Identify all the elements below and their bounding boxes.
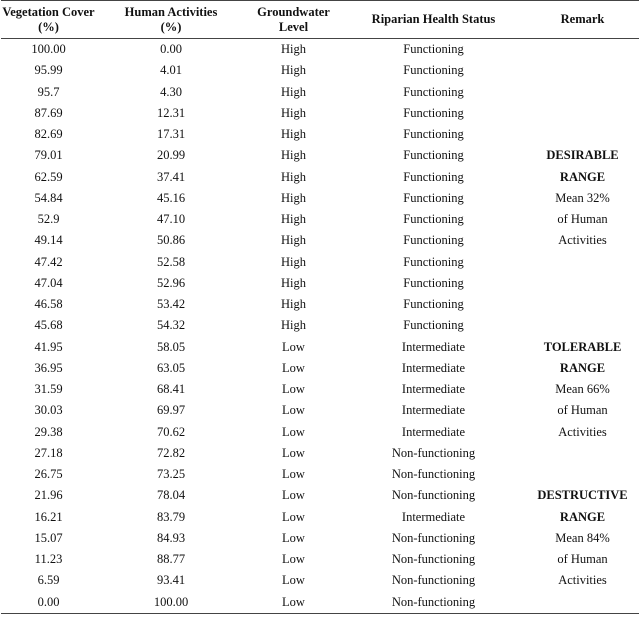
table-row — [1, 82, 639, 103]
cell-human-activities: 50.86 — [156, 233, 186, 248]
cell-riparian-health-status: Functioning — [403, 127, 464, 142]
cell-groundwater-level: High — [281, 212, 306, 227]
cell-human-activities: 84.93 — [156, 530, 186, 545]
table-row — [1, 570, 639, 591]
cell-groundwater-level: High — [281, 318, 306, 333]
cell-human-activities: 54.32 — [156, 318, 186, 333]
cell-vegetation-cover: 82.69 — [34, 127, 63, 142]
cell-human-activities: 53.42 — [156, 297, 186, 312]
cell-groundwater-level: High — [281, 148, 306, 163]
cell-remark: RANGE — [559, 169, 606, 184]
cell-remark: RANGE — [559, 360, 606, 375]
cell-human-activities: 68.41 — [156, 382, 186, 397]
cell-groundwater-level: Low — [282, 488, 305, 503]
cell-human-activities: 93.41 — [156, 573, 186, 588]
cell-groundwater-level: Low — [282, 424, 305, 439]
table-row — [1, 592, 639, 614]
cell-remark: RANGE — [559, 509, 606, 524]
cell-remark: Activities — [558, 424, 607, 439]
cell-groundwater-level: High — [281, 233, 306, 248]
cell-vegetation-cover: 29.38 — [34, 424, 63, 439]
cell-remark: Mean 32% — [555, 190, 610, 205]
table-row — [1, 528, 639, 549]
cell-remark: TOLERABLE — [543, 339, 622, 354]
table-row — [1, 464, 639, 485]
table-row — [1, 167, 639, 188]
cell-groundwater-level: High — [281, 42, 306, 57]
cell-vegetation-cover: 21.96 — [34, 488, 63, 503]
table-row — [1, 358, 639, 379]
cell-groundwater-level: High — [281, 275, 306, 290]
cell-riparian-health-status: Functioning — [403, 212, 464, 227]
header-riparian-health-status: Riparian Health Status — [371, 12, 496, 26]
cell-vegetation-cover: 6.59 — [37, 573, 60, 588]
cell-vegetation-cover: 79.01 — [34, 148, 63, 163]
cell-human-activities: 69.97 — [156, 403, 186, 418]
cell-riparian-health-status: Intermediate — [401, 403, 466, 418]
cell-vegetation-cover: 95.7 — [37, 84, 60, 99]
cell-vegetation-cover: 30.03 — [34, 403, 63, 418]
cell-remark — [526, 39, 639, 61]
cell-vegetation-cover: 27.18 — [34, 445, 63, 460]
riparian-health-table — [1, 0, 639, 614]
header-row — [1, 1, 639, 39]
cell-human-activities: 47.10 — [156, 212, 186, 227]
cell-human-activities: 88.77 — [156, 552, 186, 567]
table-row — [1, 103, 639, 124]
cell-riparian-health-status: Intermediate — [401, 360, 466, 375]
cell-human-activities: 78.04 — [156, 488, 186, 503]
cell-riparian-health-status: Non-functioning — [391, 530, 476, 545]
cell-human-activities: 63.05 — [156, 360, 186, 375]
cell-riparian-health-status: Intermediate — [401, 382, 466, 397]
cell-groundwater-level: High — [281, 127, 306, 142]
cell-human-activities: 12.31 — [156, 105, 186, 120]
table-row — [1, 252, 639, 273]
cell-remark — [526, 252, 639, 273]
header-remark: Remark — [560, 12, 605, 26]
cell-groundwater-level: Low — [282, 552, 305, 567]
table-row — [1, 443, 639, 464]
cell-riparian-health-status: Intermediate — [401, 424, 466, 439]
cell-riparian-health-status: Non-functioning — [391, 467, 476, 482]
cell-human-activities: 37.41 — [156, 169, 186, 184]
cell-groundwater-level: Low — [282, 509, 305, 524]
cell-remark: of Human — [557, 212, 608, 227]
cell-groundwater-level: Low — [282, 339, 305, 354]
cell-vegetation-cover: 11.23 — [34, 552, 63, 567]
cell-vegetation-cover: 45.68 — [34, 318, 63, 333]
table-row — [1, 273, 639, 294]
table-row — [1, 507, 639, 528]
table-row — [1, 549, 639, 570]
cell-human-activities: 52.58 — [156, 254, 186, 269]
cell-groundwater-level: High — [281, 190, 306, 205]
table-row — [1, 294, 639, 315]
cell-groundwater-level: Low — [282, 360, 305, 375]
cell-human-activities: 4.01 — [160, 63, 182, 78]
cell-human-activities: 70.62 — [156, 424, 186, 439]
cell-riparian-health-status: Functioning — [403, 297, 464, 312]
cell-vegetation-cover: 49.14 — [34, 233, 63, 248]
cell-riparian-health-status: Functioning — [403, 190, 464, 205]
cell-human-activities: 58.05 — [156, 339, 186, 354]
header-vegetation-cover: Vegetation Cover (%) — [2, 4, 95, 34]
cell-vegetation-cover: 46.58 — [34, 297, 63, 312]
table-row — [1, 188, 639, 209]
cell-groundwater-level: Low — [282, 445, 305, 460]
cell-groundwater-level: Low — [282, 403, 305, 418]
cell-remark — [526, 592, 639, 614]
cell-vegetation-cover: 100.00 — [31, 42, 66, 57]
cell-riparian-health-status: Non-functioning — [391, 445, 476, 460]
table-row — [1, 209, 639, 230]
cell-remark: Activities — [558, 573, 607, 588]
cell-remark: of Human — [557, 403, 608, 418]
cell-groundwater-level: High — [281, 84, 306, 99]
cell-vegetation-cover: 15.07 — [34, 530, 63, 545]
cell-vegetation-cover: 36.95 — [34, 360, 63, 375]
table-row — [1, 400, 639, 421]
cell-vegetation-cover: 62.59 — [34, 169, 63, 184]
cell-vegetation-cover: 87.69 — [34, 105, 63, 120]
cell-riparian-health-status: Non-functioning — [391, 552, 476, 567]
cell-riparian-health-status: Non-functioning — [341, 592, 526, 614]
cell-riparian-health-status: Functioning — [403, 233, 464, 248]
cell-riparian-health-status: Non-functioning — [391, 573, 476, 588]
cell-human-activities: 45.16 — [156, 190, 186, 205]
cell-human-activities: 72.82 — [156, 445, 186, 460]
cell-vegetation-cover: 47.42 — [34, 254, 63, 269]
table-row — [1, 39, 639, 61]
cell-human-activities: 17.31 — [156, 127, 186, 142]
cell-vegetation-cover: 54.84 — [34, 190, 63, 205]
table-row — [1, 145, 639, 166]
table-row — [1, 315, 639, 336]
cell-vegetation-cover: 52.9 — [37, 212, 60, 227]
cell-groundwater-level: High — [281, 63, 306, 78]
cell-groundwater-level: High — [281, 105, 306, 120]
cell-remark: DESTRUCTIVE — [537, 488, 628, 503]
cell-human-activities: 20.99 — [156, 148, 186, 163]
cell-remark — [526, 124, 639, 145]
cell-riparian-health-status: Functioning — [403, 63, 464, 78]
cell-groundwater-level: High — [281, 297, 306, 312]
cell-vegetation-cover: 47.04 — [34, 275, 63, 290]
cell-riparian-health-status: Functioning — [403, 318, 464, 333]
cell-groundwater-level: Low — [246, 592, 341, 614]
table-row — [1, 485, 639, 506]
table-row — [1, 230, 639, 251]
cell-vegetation-cover: 26.75 — [34, 467, 63, 482]
cell-remark: Mean 66% — [555, 382, 610, 397]
table-row — [1, 60, 639, 81]
cell-remark — [526, 273, 639, 294]
header-groundwater-level: Groundwater Level — [257, 4, 330, 34]
cell-riparian-health-status: Functioning — [403, 254, 464, 269]
cell-riparian-health-status: Functioning — [403, 148, 464, 163]
table-row — [1, 422, 639, 443]
cell-vegetation-cover: 0.00 — [1, 592, 96, 614]
cell-riparian-health-status: Intermediate — [401, 509, 466, 524]
cell-remark — [526, 82, 639, 103]
cell-riparian-health-status: Functioning — [403, 84, 464, 99]
cell-human-activities: 73.25 — [156, 467, 186, 482]
table-body — [1, 39, 639, 614]
cell-riparian-health-status: Functioning — [403, 105, 464, 120]
cell-human-activities: 100.00 — [96, 592, 246, 614]
cell-human-activities: 4.30 — [160, 84, 182, 99]
cell-riparian-health-status: Functioning — [403, 169, 464, 184]
table-row — [1, 124, 639, 145]
cell-remark: of Human — [557, 552, 608, 567]
cell-groundwater-level: Low — [282, 530, 305, 545]
cell-groundwater-level: High — [281, 254, 306, 269]
cell-vegetation-cover: 31.59 — [34, 382, 63, 397]
cell-vegetation-cover: 16.21 — [34, 509, 63, 524]
cell-vegetation-cover: 41.95 — [34, 339, 63, 354]
cell-remark: Activities — [558, 233, 607, 248]
cell-human-activities: 83.79 — [156, 509, 186, 524]
cell-remark — [526, 294, 639, 315]
cell-remark: DESIRABLE — [546, 148, 619, 163]
cell-groundwater-level: Low — [282, 382, 305, 397]
cell-remark — [526, 103, 639, 124]
cell-remark — [526, 315, 639, 336]
header-human-activities: Human Activities (%) — [124, 4, 218, 34]
cell-riparian-health-status: Functioning — [403, 275, 464, 290]
cell-human-activities: 52.96 — [156, 275, 186, 290]
cell-remark — [526, 464, 639, 485]
cell-remark — [526, 60, 639, 81]
table-row — [1, 379, 639, 400]
cell-human-activities: 0.00 — [160, 42, 182, 57]
cell-riparian-health-status: Intermediate — [401, 339, 466, 354]
cell-riparian-health-status: Functioning — [403, 42, 464, 57]
cell-groundwater-level: Low — [282, 573, 305, 588]
table-row — [1, 337, 639, 358]
cell-riparian-health-status: Non-functioning — [391, 488, 476, 503]
cell-vegetation-cover: 95.99 — [34, 63, 63, 78]
cell-groundwater-level: High — [281, 169, 306, 184]
cell-groundwater-level: Low — [282, 467, 305, 482]
cell-remark — [526, 443, 639, 464]
cell-remark: Mean 84% — [555, 530, 610, 545]
